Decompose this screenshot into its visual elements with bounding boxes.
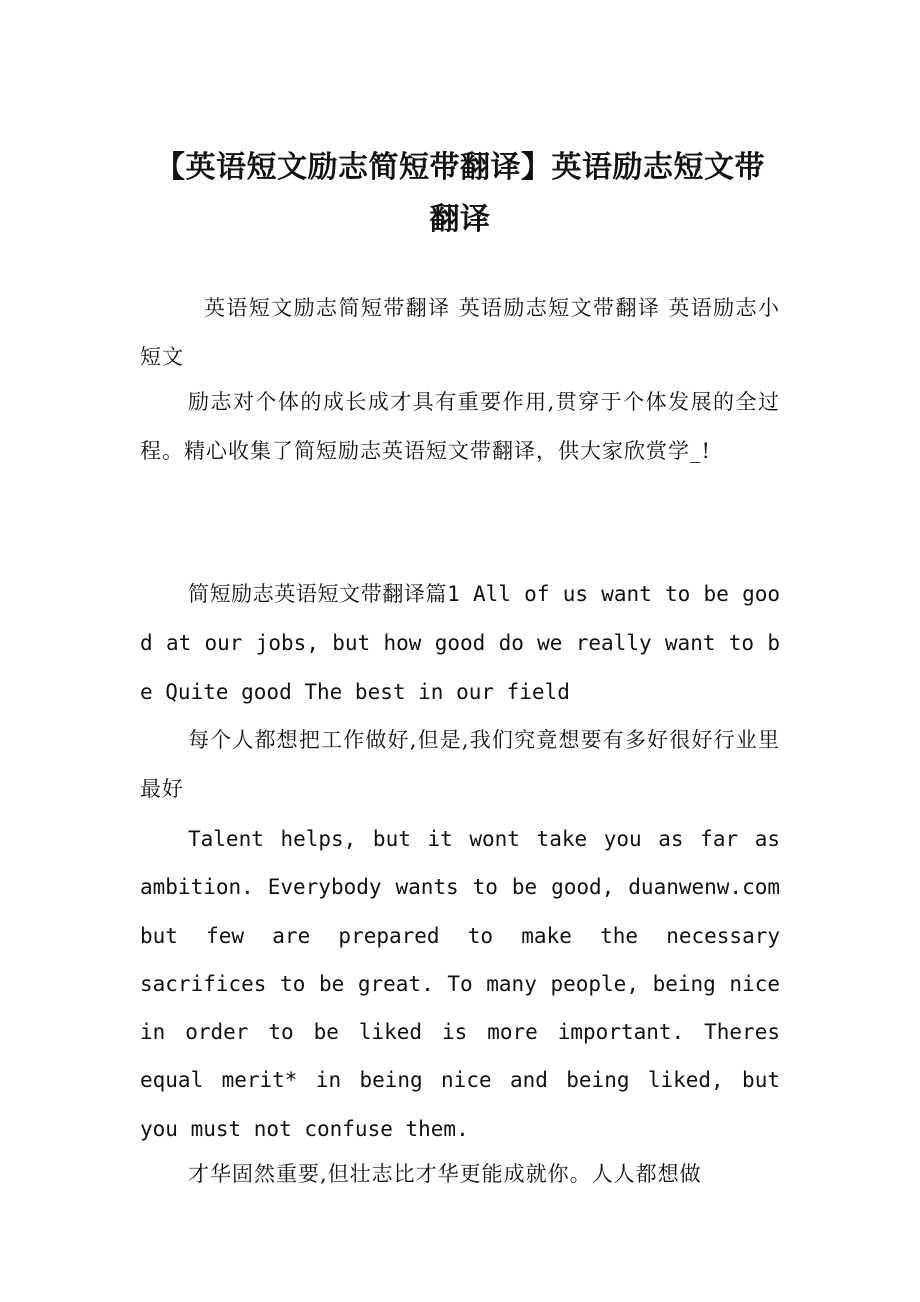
intro-paragraph: 励志对个体的成长成才具有重要作用,贯穿于个体发展的全过程。精心收集了简短励志英语短文带翻译，供大家欣赏学_! (140, 390, 780, 463)
talent-english-paragraph: Talent helps, but it wont take you as far as ambition. Everybody wants to be good, duanwenw.com but few are prepared to make the necessary sacrifices to be great. To many people, being nice in order to be liked is more important. Theres equal merit* in being nice and being liked, but you must not confuse them. (140, 827, 780, 1141)
section-1-chinese-translation: 每个人都想把工作做好,但是,我们究竟想要有多好很好行业里最好 (140, 728, 780, 801)
document-title: 【英语短文励志简短带翻译】英语励志短文带翻译 (155, 150, 765, 237)
section-1-english-paragraph: 简短励志英语短文带翻译篇1 All of us want to be good at our jobs, but how good do we really want to be Quite good The best in our field (140, 582, 780, 704)
talent-chinese-translation: 才华固然重要,但壮志比才华更能成就你。人人都想做 (188, 1162, 702, 1186)
keyword-line: 英语短文励志简短带翻译 英语励志短文带翻译 英语励志小短文 (140, 296, 780, 369)
